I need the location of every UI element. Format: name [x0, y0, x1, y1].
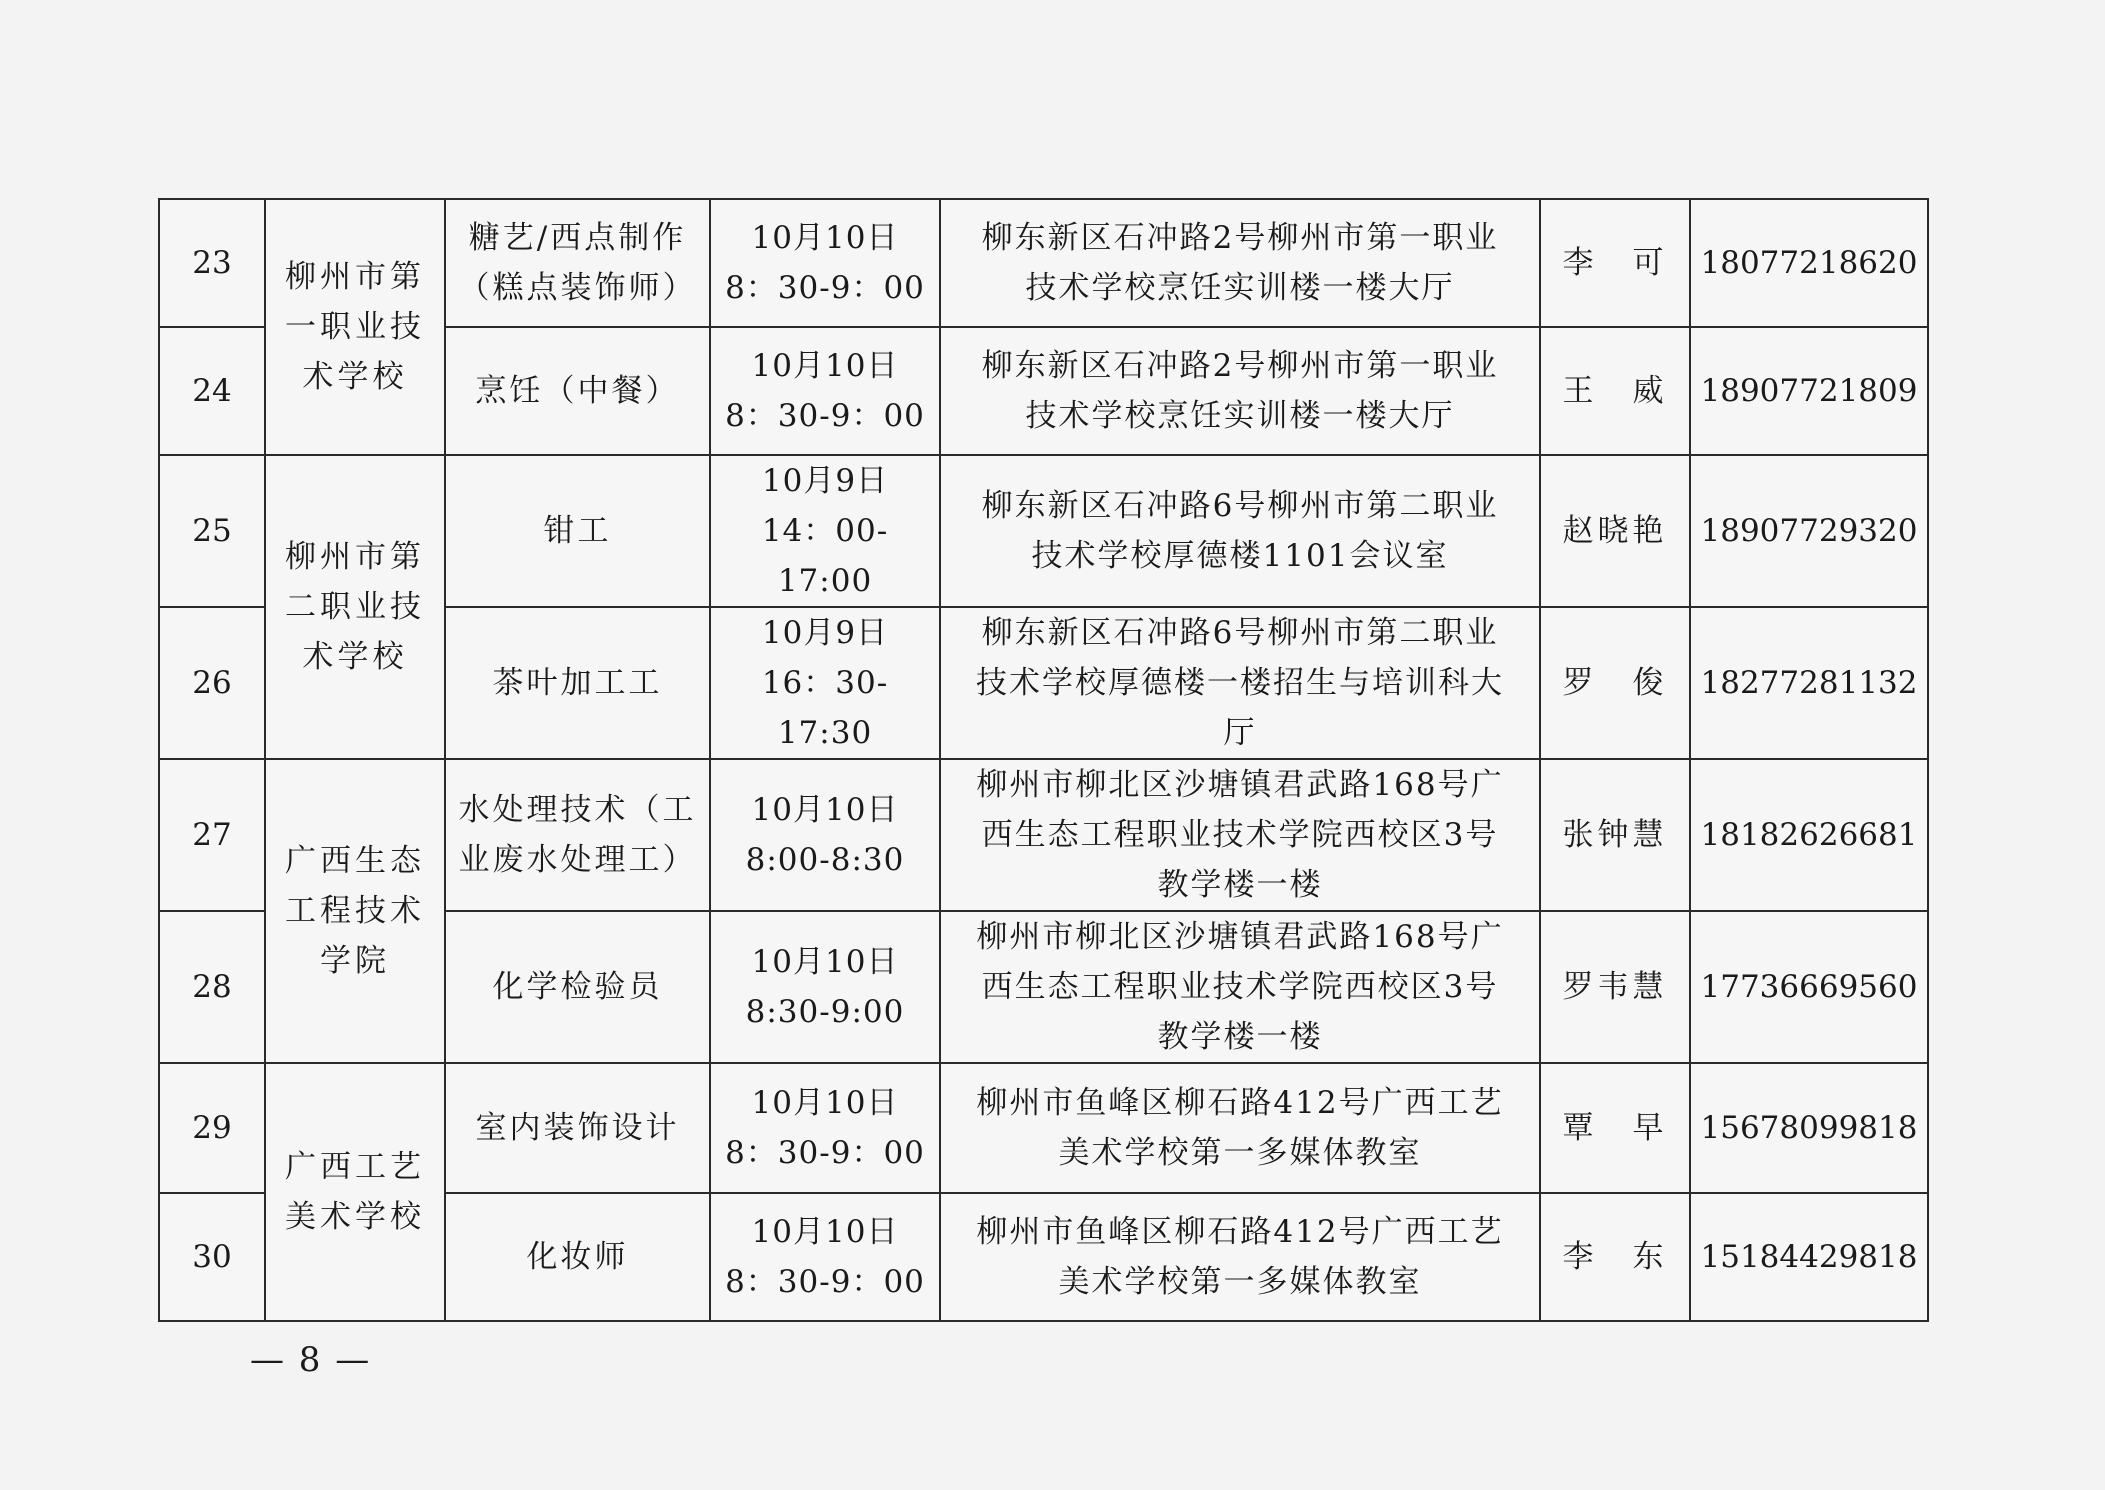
contact-person: 覃 早 [1540, 1063, 1690, 1193]
exam-location: 柳州市鱼峰区柳石路412号广西工艺 美术学校第一多媒体教室 [940, 1063, 1540, 1193]
school-name: 柳州市第 一职业技 术学校 [265, 199, 445, 455]
exam-project: 化妆师 [445, 1193, 710, 1321]
page-number: — 8 — [250, 1340, 372, 1380]
contact-person: 李 可 [1540, 199, 1690, 327]
contact-phone: 15184429818 [1690, 1193, 1928, 1321]
exam-time: 10月9日 16：30-17:30 [710, 607, 940, 759]
school-name: 广西生态 工程技术 学院 [265, 759, 445, 1063]
exam-time: 10月10日 8:30-9:00 [710, 911, 940, 1063]
exam-location: 柳州市鱼峰区柳石路412号广西工艺 美术学校第一多媒体教室 [940, 1193, 1540, 1321]
table-row [159, 759, 1928, 911]
contact-person: 罗 俊 [1540, 607, 1690, 759]
contact-phone: 18907729320 [1690, 455, 1928, 607]
table-row [159, 199, 1928, 327]
contact-phone: 17736669560 [1690, 911, 1928, 1063]
exam-time: 10月10日 8：30-9：00 [710, 1193, 940, 1321]
exam-project: 烹饪（中餐） [445, 327, 710, 455]
contact-phone: 15678099818 [1690, 1063, 1928, 1193]
contact-person: 赵晓艳 [1540, 455, 1690, 607]
table-row [159, 1063, 1928, 1193]
exam-location: 柳州市柳北区沙塘镇君武路168号广 西生态工程职业技术学院西校区3号 教学楼一楼 [940, 911, 1540, 1063]
exam-project: 钳工 [445, 455, 710, 607]
contact-phone: 18182626681 [1690, 759, 1928, 911]
exam-time: 10月10日 8：30-9：00 [710, 1063, 940, 1193]
exam-time: 10月10日 8：30-9：00 [710, 327, 940, 455]
table-row [159, 455, 1928, 607]
row-number: 29 [159, 1063, 265, 1193]
exam-location: 柳东新区石冲路6号柳州市第二职业 技术学校厚德楼一楼招生与培训科大 厅 [940, 607, 1540, 759]
exam-location: 柳东新区石冲路6号柳州市第二职业 技术学校厚德楼1101会议室 [940, 455, 1540, 607]
exam-time: 10月10日 8:00-8:30 [710, 759, 940, 911]
contact-person: 张钟慧 [1540, 759, 1690, 911]
school-name: 柳州市第 二职业技 术学校 [265, 455, 445, 759]
exam-project: 茶叶加工工 [445, 607, 710, 759]
contact-person: 李 东 [1540, 1193, 1690, 1321]
exam-time: 10月9日 14：00-17:00 [710, 455, 940, 607]
row-number: 23 [159, 199, 265, 327]
exam-location: 柳东新区石冲路2号柳州市第一职业 技术学校烹饪实训楼一楼大厅 [940, 199, 1540, 327]
row-number: 27 [159, 759, 265, 911]
exam-location: 柳州市柳北区沙塘镇君武路168号广 西生态工程职业技术学院西校区3号 教学楼一楼 [940, 759, 1540, 911]
exam-project: 化学检验员 [445, 911, 710, 1063]
row-number: 26 [159, 607, 265, 759]
exam-location: 柳东新区石冲路2号柳州市第一职业 技术学校烹饪实训楼一楼大厅 [940, 327, 1540, 455]
exam-project: 室内装饰设计 [445, 1063, 710, 1193]
exam-time: 10月10日 8：30-9：00 [710, 199, 940, 327]
contact-phone: 18907721809 [1690, 327, 1928, 455]
row-number: 30 [159, 1193, 265, 1321]
contact-phone: 18077218620 [1690, 199, 1928, 327]
row-number: 25 [159, 455, 265, 607]
school-name: 广西工艺 美术学校 [265, 1063, 445, 1321]
exam-project: 糖艺/西点制作 （糕点装饰师） [445, 199, 710, 327]
row-number: 24 [159, 327, 265, 455]
row-number: 28 [159, 911, 265, 1063]
contact-person: 王 威 [1540, 327, 1690, 455]
contact-phone: 18277281132 [1690, 607, 1928, 759]
exam-project: 水处理技术（工 业废水处理工） [445, 759, 710, 911]
contact-person: 罗韦慧 [1540, 911, 1690, 1063]
exam-schedule-table [158, 198, 1929, 1322]
